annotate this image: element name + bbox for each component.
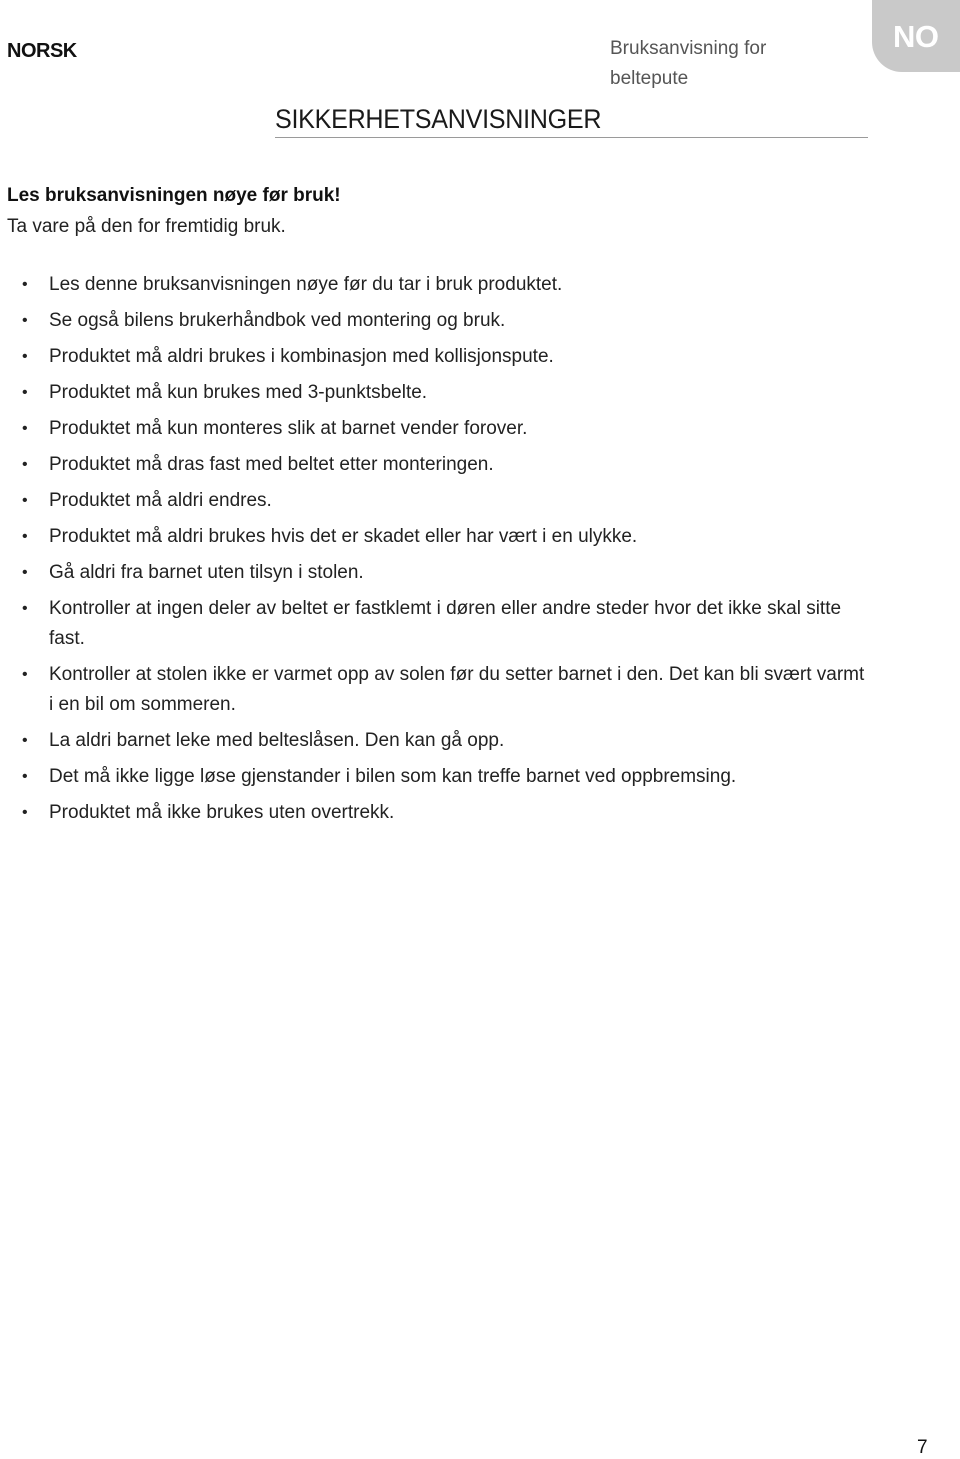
page-number: 7 xyxy=(917,1437,928,1458)
bullet-icon: • xyxy=(22,600,28,617)
list-item xyxy=(22,378,872,408)
bullet-icon: • xyxy=(22,492,28,509)
list-item-text: Produktet må kun monteres slik at barnet vender forover. xyxy=(49,418,528,439)
intro-keep-note: Ta vare på den for fremtidig bruk. xyxy=(7,216,286,237)
bullet-icon: • xyxy=(22,528,28,545)
list-item xyxy=(22,522,872,552)
document-title-line-1: Bruksanvisning for xyxy=(610,38,767,59)
list-item xyxy=(22,558,872,588)
list-item-text: Les denne bruksanvisningen nøye før du tar i bruk produktet. xyxy=(49,274,563,295)
intro-warning: Les bruksanvisningen nøye før bruk! xyxy=(7,185,341,206)
list-item xyxy=(22,306,872,336)
language-label: NORSK xyxy=(7,40,77,62)
list-item-text: Produktet må dras fast med beltet etter monteringen. xyxy=(49,454,494,475)
list-item-text: Det må ikke ligge løse gjenstander i bilen som kan treffe barnet ved oppbremsing. xyxy=(49,766,737,787)
list-item-text: Gå aldri fra barnet uten tilsyn i stolen. xyxy=(49,562,364,583)
bullet-icon: • xyxy=(22,456,28,473)
list-item xyxy=(22,798,872,828)
list-item-text: Kontroller at stolen ikke er varmet opp av solen før du setter barnet i den. Det kan bli svært varmt i en bil om sommeren. xyxy=(49,664,865,715)
bullet-icon: • xyxy=(22,768,28,785)
bullet-icon: • xyxy=(22,276,28,293)
list-item-text: Kontroller at ingen deler av beltet er fastklemt i døren eller andre steder hvor det ikke skal sitte fast. xyxy=(49,598,842,649)
heading-divider xyxy=(275,137,868,138)
bullet-icon: • xyxy=(22,420,28,437)
list-item-text: Produktet må aldri brukes i kombinasjon med kollisjonspute. xyxy=(49,346,554,367)
document-title xyxy=(610,34,810,94)
bullet-icon: • xyxy=(22,384,28,401)
bullet-icon: • xyxy=(22,804,28,821)
list-item xyxy=(22,342,872,372)
bullet-icon: • xyxy=(22,666,28,683)
list-item xyxy=(22,726,872,756)
list-item-text: Produktet må aldri endres. xyxy=(49,490,272,511)
list-item xyxy=(22,414,872,444)
bullet-icon: • xyxy=(22,348,28,365)
intro-block xyxy=(7,180,341,242)
bullet-icon: • xyxy=(22,732,28,749)
list-item xyxy=(22,762,872,792)
document-title-line-2: beltepute xyxy=(610,68,689,89)
list-item-text: Se også bilens brukerhåndbok ved montering og bruk. xyxy=(49,310,506,331)
list-item-text: La aldri barnet leke med belteslåsen. Den kan gå opp. xyxy=(49,730,505,751)
bullet-icon: • xyxy=(22,312,28,329)
bullet-icon: • xyxy=(22,564,28,581)
list-item xyxy=(22,660,872,720)
safety-rules-list xyxy=(22,270,872,834)
list-item-text: Produktet må kun brukes med 3-punktsbelte. xyxy=(49,382,428,403)
list-item xyxy=(22,594,872,654)
language-tab-label: NO xyxy=(893,19,939,54)
list-item xyxy=(22,450,872,480)
list-item-text: Produktet må aldri brukes hvis det er skadet eller har vært i en ulykke. xyxy=(49,526,638,547)
list-item xyxy=(22,270,872,300)
list-item-text: Produktet må ikke brukes uten overtrekk. xyxy=(49,802,395,823)
list-item xyxy=(22,486,872,516)
section-heading: SIKKERHETSANVISNINGER xyxy=(275,104,602,134)
